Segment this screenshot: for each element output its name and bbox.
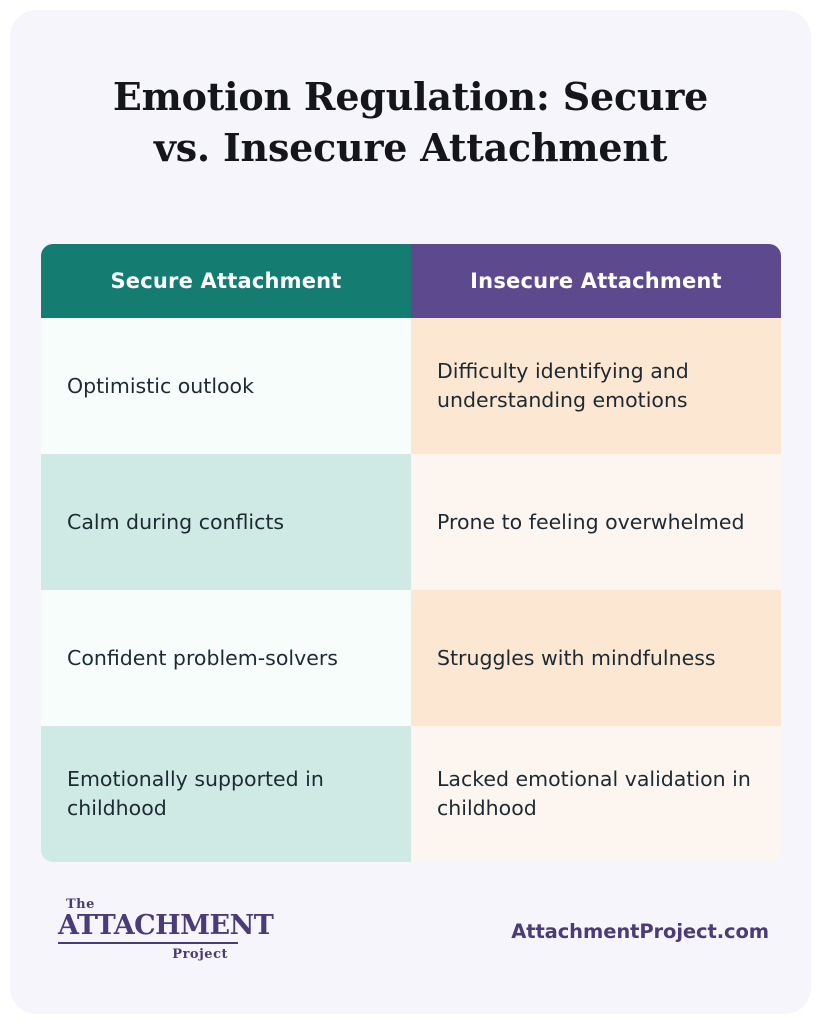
insecure-cell: [411, 318, 781, 454]
secure-cell: [41, 726, 411, 862]
secure-cell-text: Emotionally supported in childhood: [67, 766, 324, 821]
table-row: [41, 726, 781, 862]
column-header-secure: Secure Attachment: [41, 244, 411, 318]
secure-cell-text: Optimistic outlook: [67, 373, 254, 398]
secure-cell-text: Calm during conflicts: [67, 509, 285, 534]
info-card: [10, 10, 811, 1014]
table-header-row: [41, 244, 781, 318]
insecure-cell-text: Lacked emotional validation in childhood: [437, 766, 751, 821]
footer: [10, 898, 811, 968]
insecure-cell-text: Difficulty identifying and understanding emotions: [437, 358, 689, 413]
table-row: [41, 318, 781, 454]
table-row: [41, 454, 781, 590]
table-row: [41, 590, 781, 726]
page-title: Emotion Regulation: Secure vs. Insecure Attachment: [112, 74, 709, 170]
insecure-cell: [411, 454, 781, 590]
insecure-cell-text: Struggles with mindfulness: [437, 645, 716, 670]
secure-cell: [41, 318, 411, 454]
logo-line-the: The: [66, 897, 95, 912]
insecure-cell-text: Prone to feeling overwhelmed: [437, 509, 745, 534]
insecure-cell: [411, 590, 781, 726]
secure-cell: [41, 454, 411, 590]
website-url[interactable]: AttachmentProject.com: [511, 920, 769, 943]
logo-line-attachment: ATTACHMENT: [58, 912, 238, 944]
comparison-table: [41, 244, 781, 862]
brand-logo: [58, 897, 274, 962]
secure-cell: [41, 590, 411, 726]
column-header-insecure: Insecure Attachment: [411, 244, 781, 318]
secure-cell-text: Confident problem-solvers: [67, 645, 338, 670]
logo-line-project: Project: [172, 946, 228, 962]
insecure-cell: [411, 726, 781, 862]
